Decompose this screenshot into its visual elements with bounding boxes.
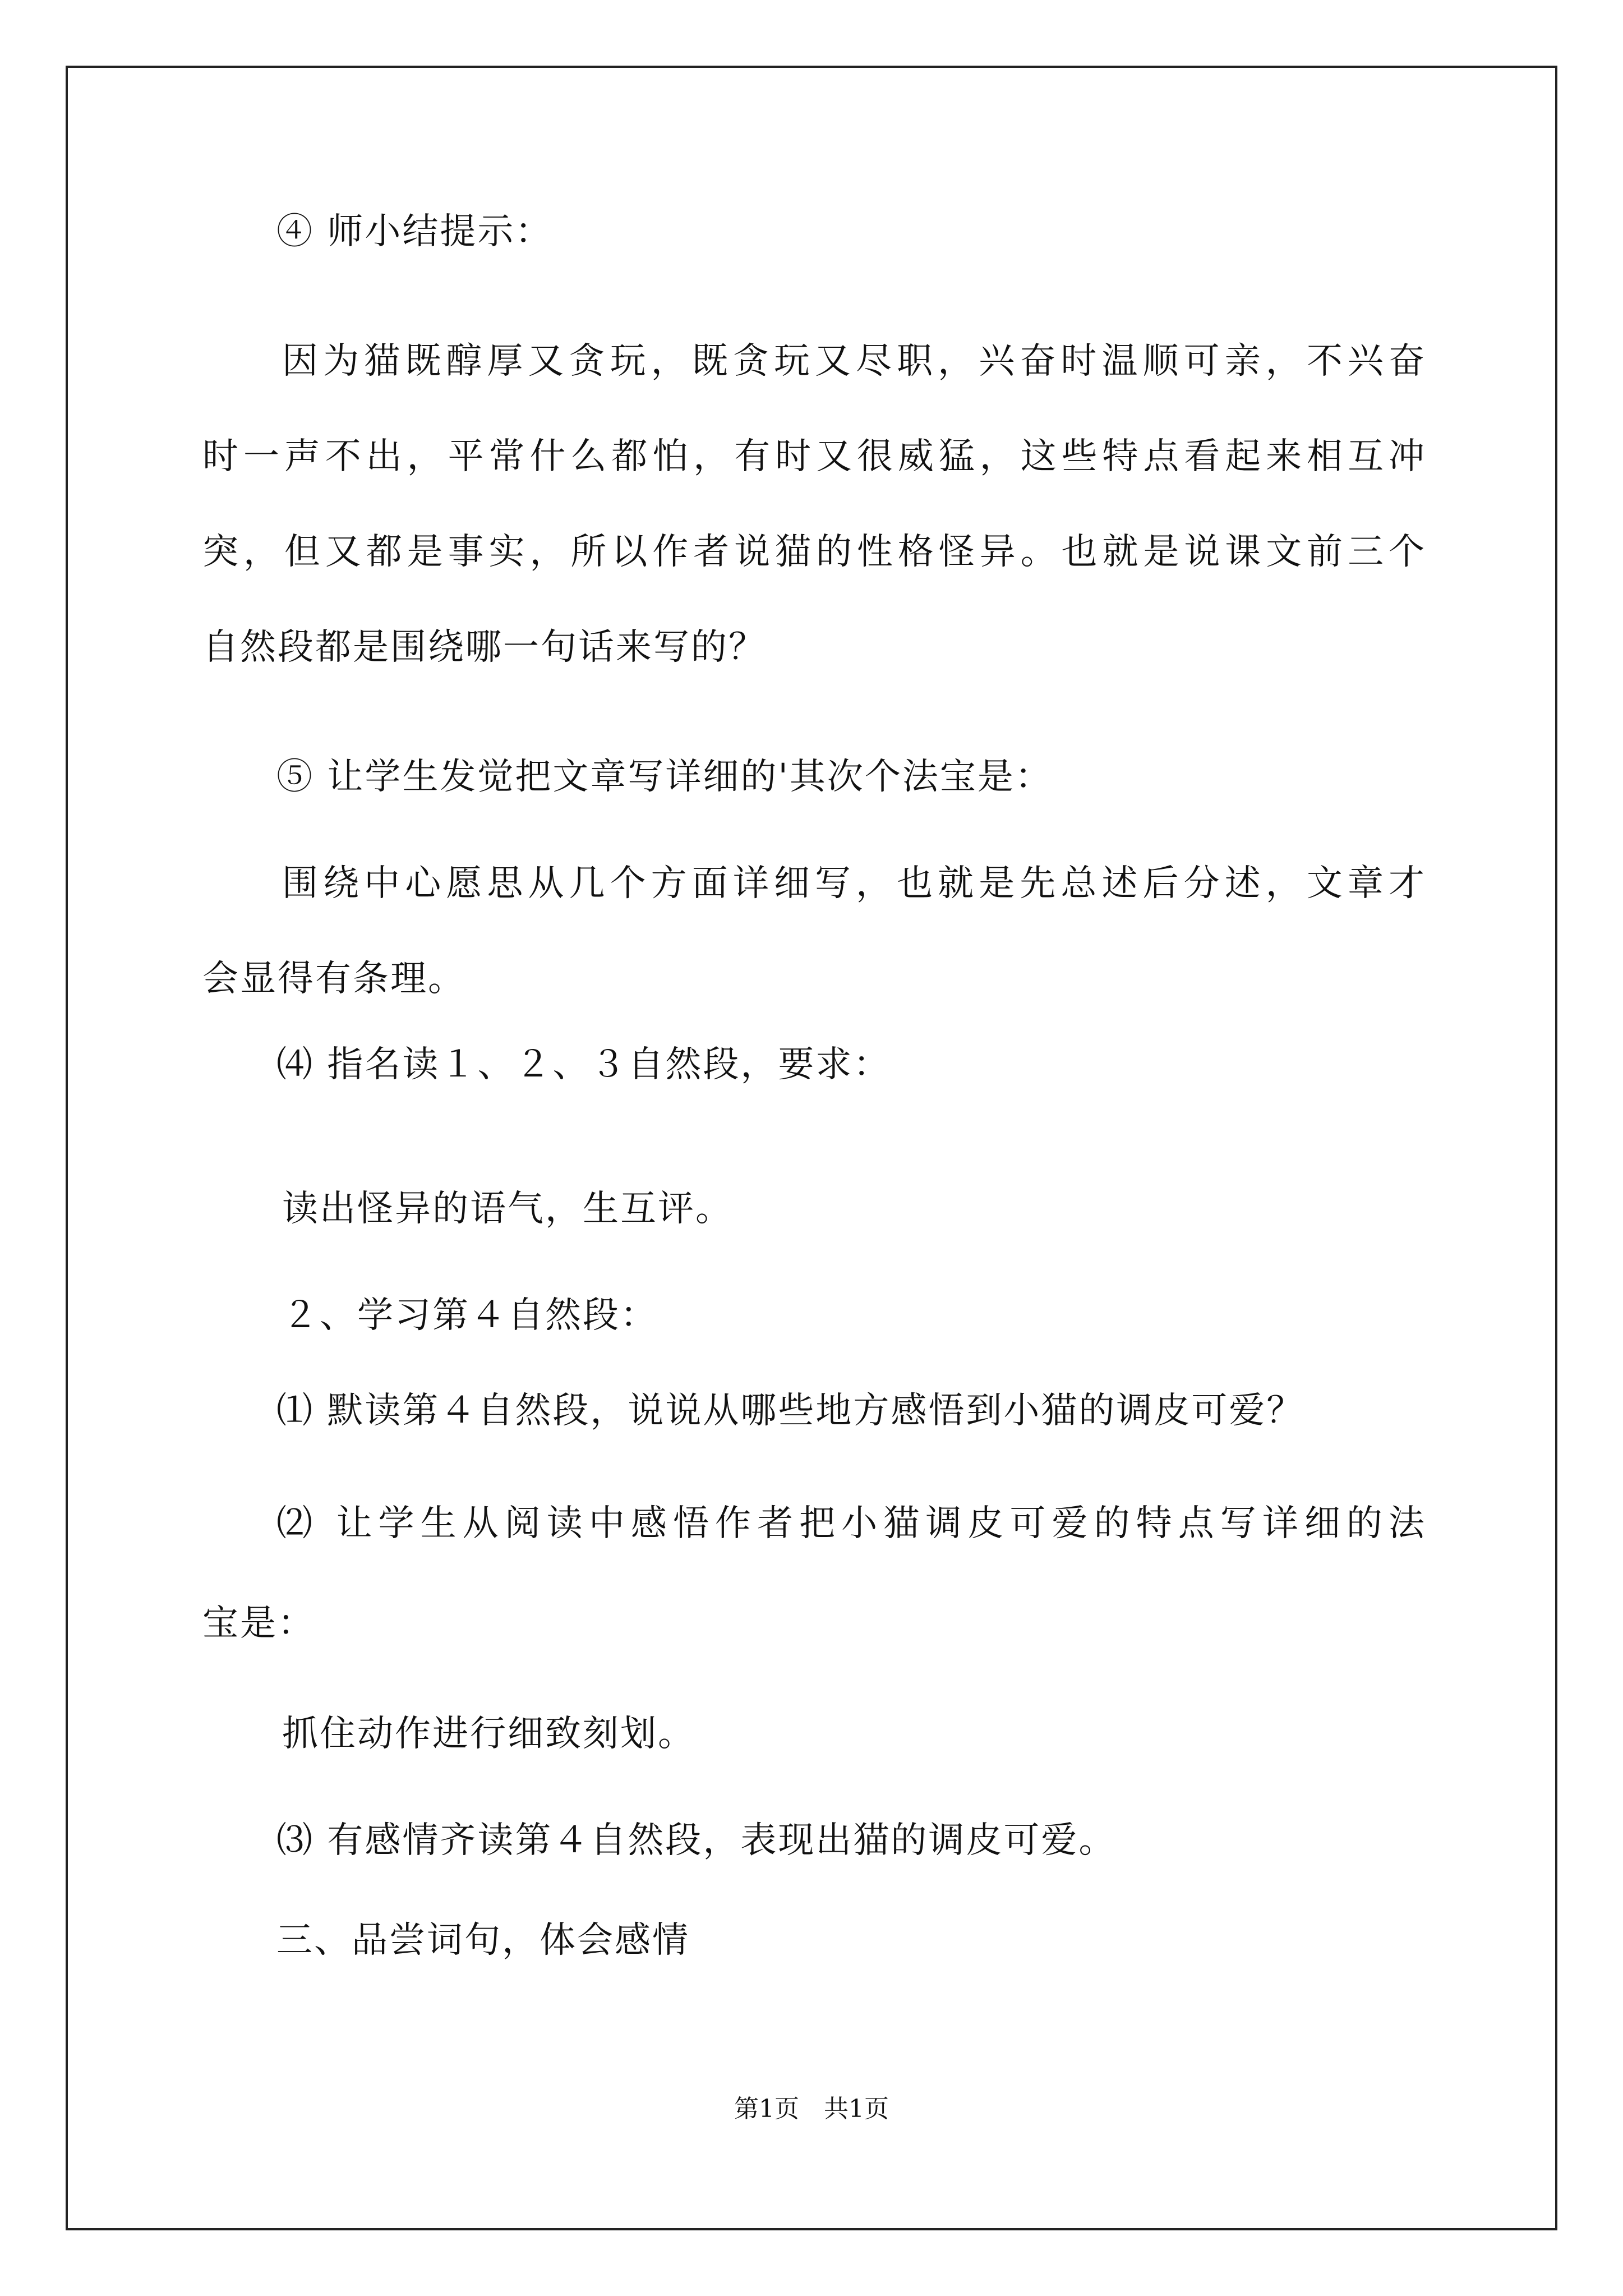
text-line-3: 时一声不出，平常什么都怕，有时又很威猛，这些特点看起来相互冲 xyxy=(202,436,1426,477)
text-line-2: 因为猫既醇厚又贪玩，既贪玩又尽职，兴奋时温顺可亲，不兴奋 xyxy=(282,341,1426,382)
text-line-7: 围绕中心愿思从几个方面详细写，也就是先总述后分述，文章才 xyxy=(282,863,1426,904)
text-line-4: 突，但又都是事实，所以作者说猫的性格怪异。也就是说课文前三个 xyxy=(202,531,1426,573)
page-border xyxy=(66,66,1557,2230)
text-line-17: 三、品尝词句，体会感情 xyxy=(276,1920,690,1961)
text-line-15: 抓住动作进行细致刻划。 xyxy=(282,1713,695,1755)
text-line-9: ⑷ 指名读１、２、３自然段，要求： xyxy=(276,1044,891,1085)
text-line-6: ⑤ 让学生发觉把文章写详细的'其次个法宝是： xyxy=(276,756,1053,798)
text-line-11: ２、学习第４自然段： xyxy=(282,1295,658,1336)
text-line-12: ⑴ 默读第４自然段，说说从哪些地方感悟到小猫的调皮可爱？ xyxy=(276,1390,1304,1432)
text-line-1: ④ 师小结提示： xyxy=(276,211,553,252)
text-line-8: 会显得有条理。 xyxy=(202,958,465,1000)
text-line-16: ⑶ 有感情齐读第４自然段，表现出猫的调皮可爱。 xyxy=(276,1820,1117,1861)
text-line-10: 读出怪异的语气，生互评。 xyxy=(282,1188,733,1230)
text-line-13: ⑵ 让学生从阅读中感悟作者把小猫调皮可爱的特点写详细的法 xyxy=(276,1503,1426,1544)
text-line-5: 自然段都是围绕哪一句话来写的？ xyxy=(202,627,766,668)
text-line-14: 宝是： xyxy=(202,1603,315,1644)
page-footer: 第1页 共1页 xyxy=(734,2095,889,2123)
